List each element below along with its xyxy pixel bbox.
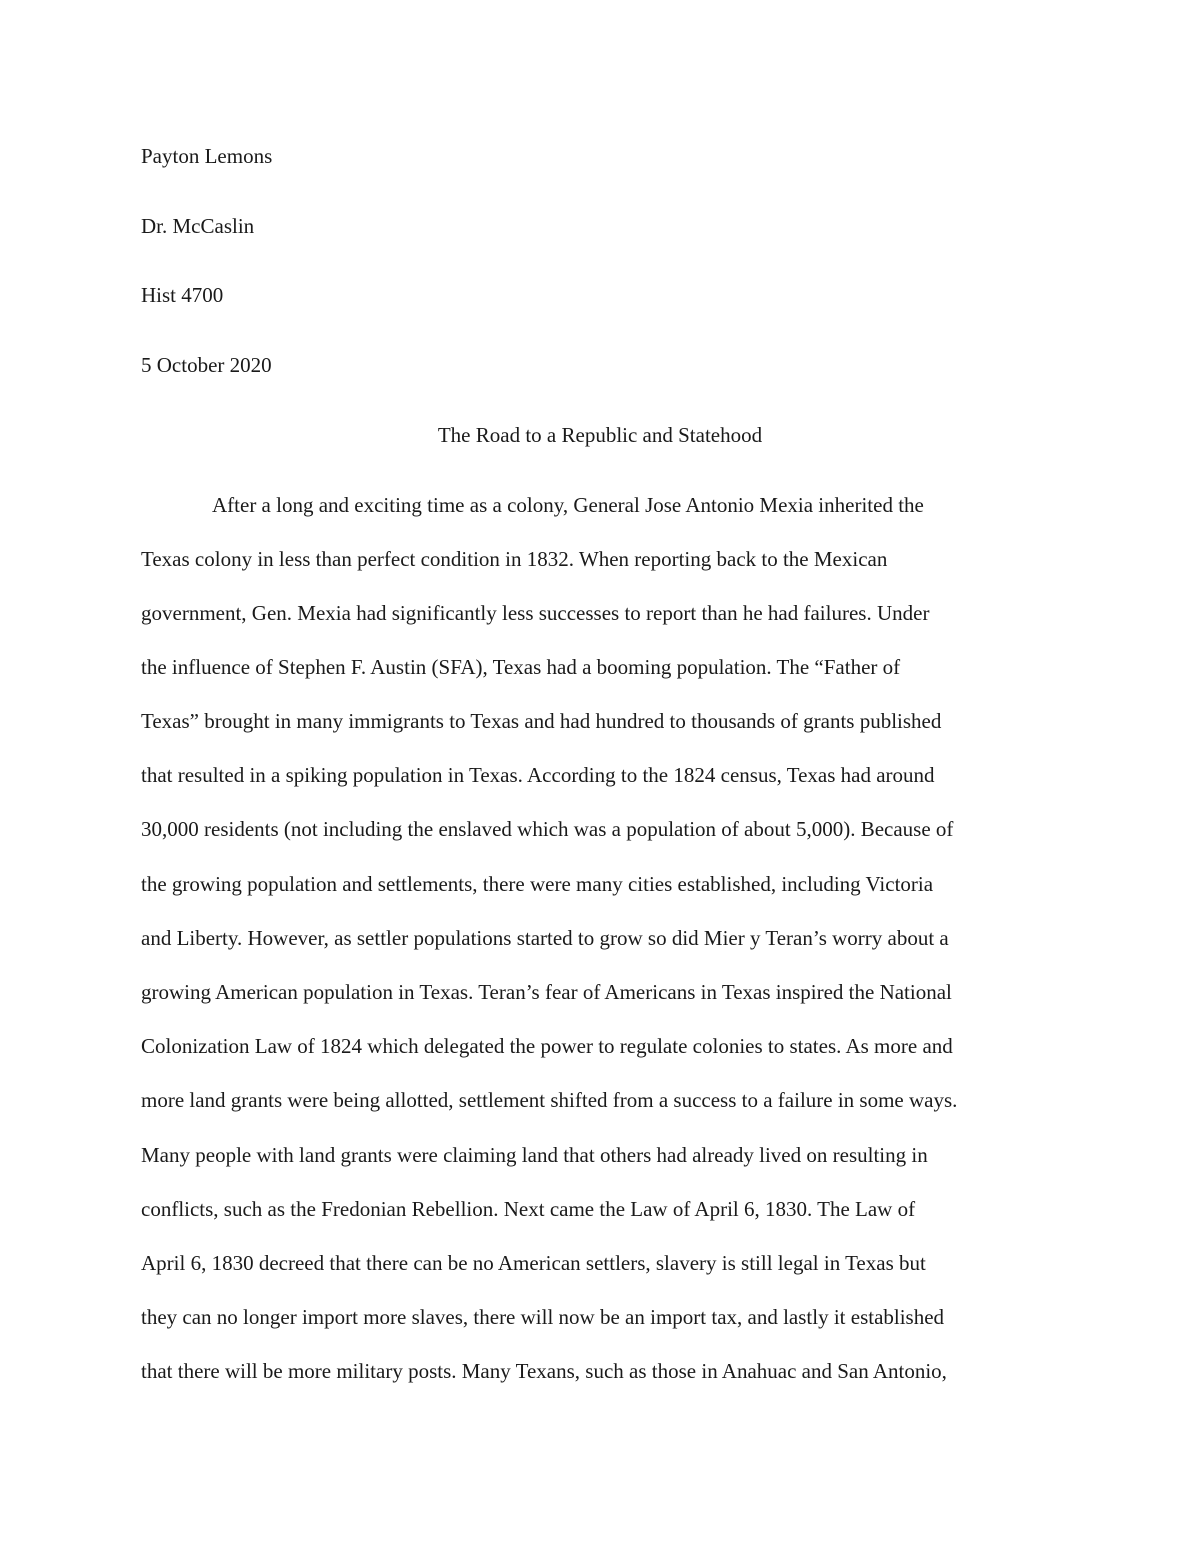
- body-line: they can no longer import more slaves, there will now be an import tax, and lastly it established: [141, 1305, 945, 1329]
- body-line: Texas” brought in many immigrants to Texas and had hundred to thousands of grants published: [141, 709, 942, 733]
- body-line: Many people with land grants were claiming land that others had already lived on resulting in: [141, 1143, 928, 1167]
- body-line: 30,000 residents (not including the enslaved which was a population of about 5,000). Because of: [141, 817, 954, 841]
- document-date: 5 October 2020: [141, 353, 272, 377]
- course-name: Hist 4700: [141, 283, 224, 307]
- body-line: more land grants were being allotted, settlement shifted from a success to a failure in some ways.: [141, 1088, 958, 1112]
- body-line: April 6, 1830 decreed that there can be no American settlers, slavery is still legal in Texas but: [141, 1251, 926, 1275]
- document-title: The Road to a Republic and Statehood: [437, 423, 763, 447]
- body-line: Texas colony in less than perfect condition in 1832. When reporting back to the Mexican: [141, 547, 888, 571]
- body-line: that there will be more military posts. Many Texans, such as those in Anahuac and San Antonio,: [141, 1359, 947, 1383]
- body-line: Colonization Law of 1824 which delegated the power to regulate colonies to states. As more and: [141, 1034, 953, 1058]
- body-line: the growing population and settlements, there were many cities established, including Victoria: [141, 872, 934, 896]
- body-line: the influence of Stephen F. Austin (SFA), Texas had a booming population. The “Father of: [141, 655, 901, 679]
- body-line: growing American population in Texas. Teran’s fear of Americans in Texas inspired the National: [141, 980, 952, 1004]
- body-line: conflicts, such as the Fredonian Rebellion. Next came the Law of April 6, 1830. The Law of: [141, 1197, 916, 1221]
- body-line: and Liberty. However, as settler populations started to grow so did Mier y Teran’s worry about a: [141, 926, 949, 950]
- instructor-name: Dr. McCaslin: [141, 214, 255, 238]
- author-name: Payton Lemons: [141, 144, 273, 168]
- body-line: that resulted in a spiking population in Texas. According to the 1824 census, Texas had around: [141, 763, 935, 787]
- body-line: government, Gen. Mexia had significantly less successes to report than he had failures. Under: [141, 601, 930, 625]
- body-line: After a long and exciting time as a colony, General Jose Antonio Mexia inherited the: [212, 493, 924, 517]
